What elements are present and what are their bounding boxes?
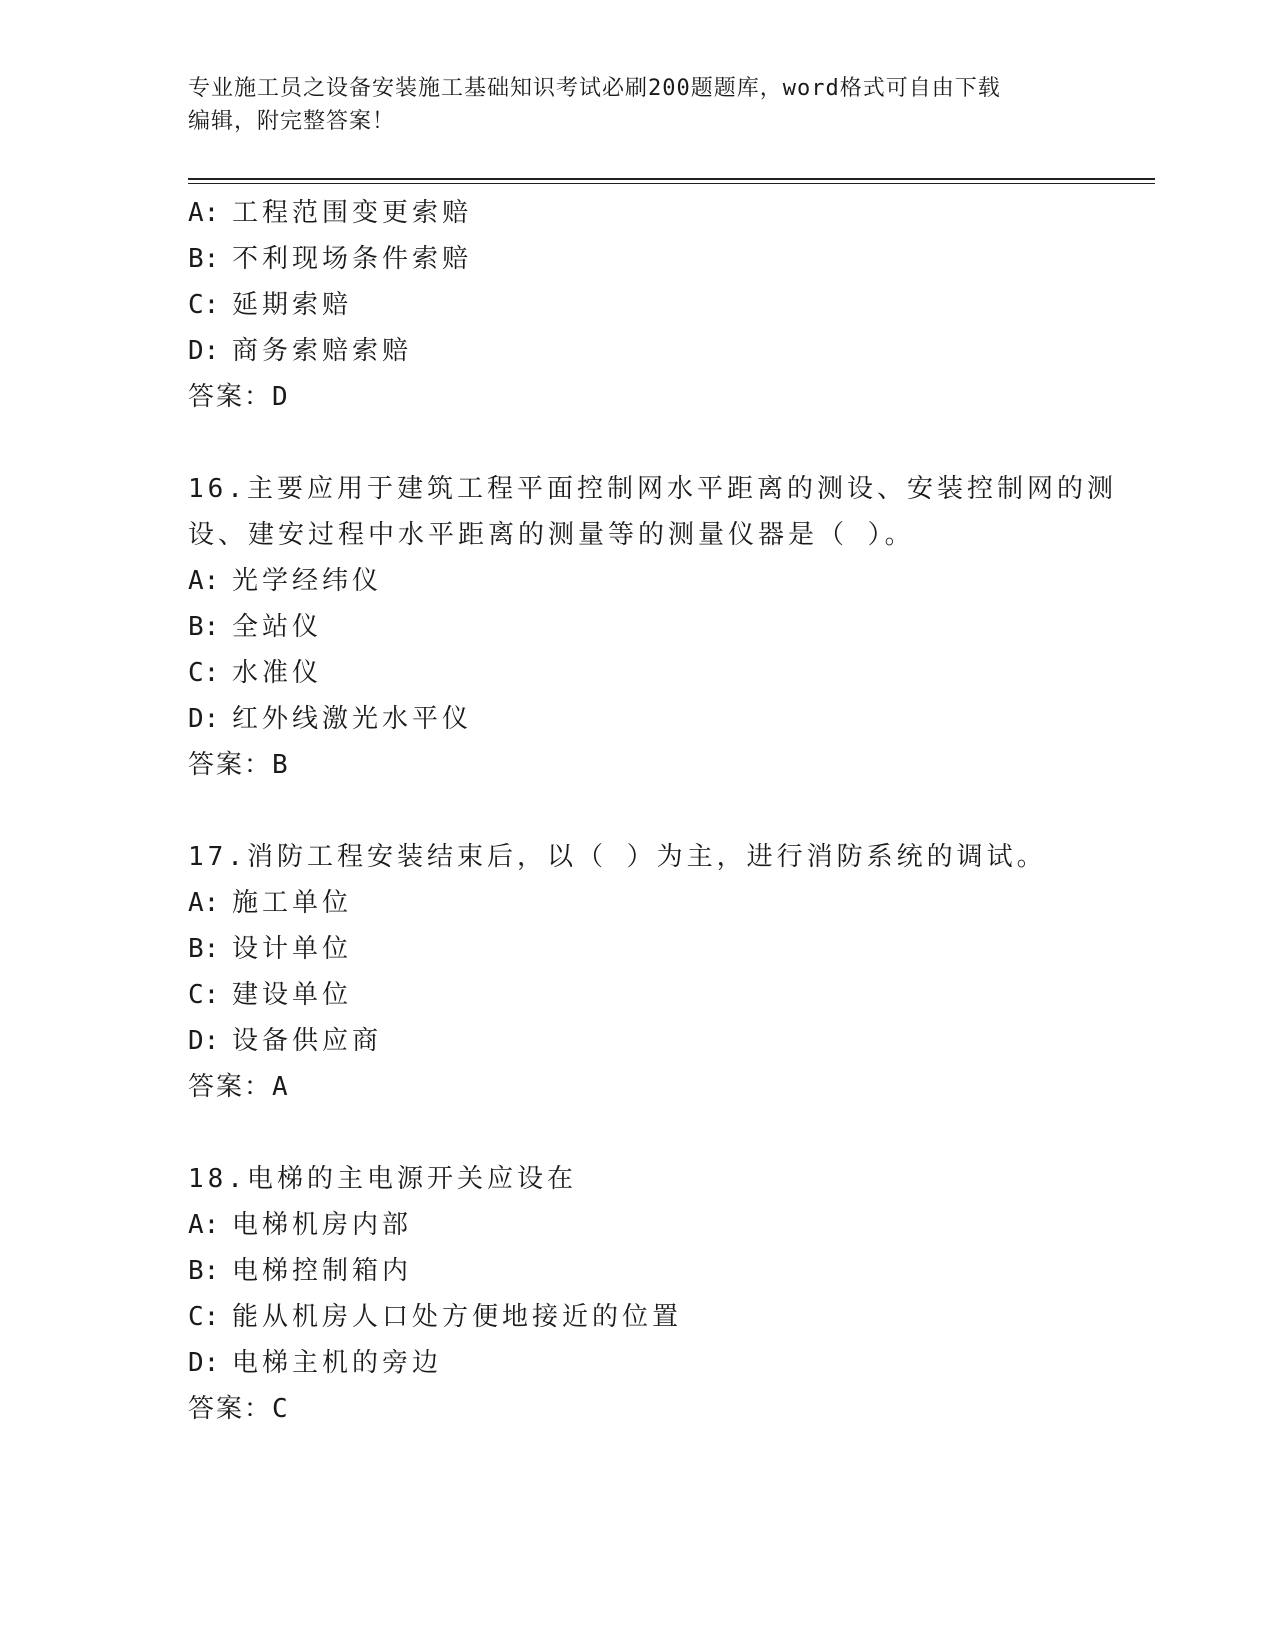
question-stem-line1: 17.消防工程安装结束后，以（ ）为主，进行消防系统的调试。 — [188, 842, 1047, 872]
option-b — [188, 1248, 1088, 1294]
option-d — [188, 696, 1088, 742]
spacer — [188, 1110, 1088, 1156]
question-stem-line1: 16.主要应用于建筑工程平面控制网水平距离的测设、安装控制网的测 — [188, 474, 1117, 504]
spacer — [188, 420, 1088, 466]
option-text: 光学经纬仪 — [232, 566, 383, 596]
question-17 — [188, 834, 1088, 1110]
option-key: B: — [188, 934, 220, 964]
option-text: 设备供应商 — [232, 1026, 383, 1056]
option-key: A: — [188, 566, 220, 596]
document-header — [188, 72, 1088, 138]
option-key: C: — [188, 980, 220, 1010]
option-d — [188, 1018, 1088, 1064]
option-key: A: — [188, 888, 220, 918]
option-key: D: — [188, 1348, 220, 1378]
answer-line: 答案：A — [188, 1072, 290, 1102]
option-a — [188, 1202, 1088, 1248]
option-key: D: — [188, 704, 220, 734]
option-b — [188, 236, 1088, 282]
question-15 — [188, 190, 1088, 420]
option-c — [188, 1294, 1088, 1340]
option-c — [188, 650, 1088, 696]
option-text: 设计单位 — [232, 934, 353, 964]
option-key: C: — [188, 290, 220, 320]
option-a — [188, 190, 1088, 236]
question-16 — [188, 466, 1117, 788]
option-text: 红外线激光水平仪 — [232, 704, 473, 734]
question-stem-line2: 设、建安过程中水平距离的测量等的测量仪器是（ ）。 — [188, 520, 915, 550]
option-key: A: — [188, 198, 220, 228]
option-text: 电梯控制箱内 — [232, 1256, 413, 1286]
option-b — [188, 604, 1088, 650]
header-title-line2: 编辑，附完整答案！ — [188, 109, 396, 134]
option-a — [188, 558, 1088, 604]
option-a — [188, 880, 1088, 926]
header-rule-thick — [188, 178, 1155, 180]
option-key: B: — [188, 244, 220, 274]
option-key: D: — [188, 336, 220, 366]
option-text: 水准仪 — [232, 658, 323, 688]
header-rule-thin — [188, 183, 1155, 184]
option-text: 工程范围变更索赔 — [232, 198, 473, 228]
question-18 — [188, 1156, 1088, 1432]
spacer — [188, 788, 1088, 834]
answer-line: 答案：D — [188, 382, 290, 412]
option-text: 建设单位 — [232, 980, 353, 1010]
option-text: 全站仪 — [232, 612, 323, 642]
option-key: D: — [188, 1026, 220, 1056]
option-text: 电梯主机的旁边 — [232, 1348, 443, 1378]
question-list — [188, 190, 1117, 1432]
option-key: C: — [188, 658, 220, 688]
answer-line: 答案：B — [188, 750, 290, 780]
option-text: 延期索赔 — [232, 290, 353, 320]
option-c — [188, 282, 1088, 328]
option-d — [188, 328, 1088, 374]
option-key: B: — [188, 612, 220, 642]
option-key: B: — [188, 1256, 220, 1286]
option-c — [188, 972, 1088, 1018]
option-text: 能从机房人口处方便地接近的位置 — [232, 1302, 683, 1332]
answer-line: 答案：C — [188, 1394, 290, 1424]
option-key: A: — [188, 1210, 220, 1240]
option-text: 施工单位 — [232, 888, 353, 918]
option-key: C: — [188, 1302, 220, 1332]
option-text: 电梯机房内部 — [232, 1210, 413, 1240]
option-b — [188, 926, 1088, 972]
header-title-line1: 专业施工员之设备安装施工基础知识考试必刷200题题库，word格式可自由下载 — [188, 76, 1001, 101]
option-text: 商务索赔索赔 — [232, 336, 413, 366]
option-d — [188, 1340, 1088, 1386]
option-text: 不利现场条件索赔 — [232, 244, 473, 274]
question-stem-line1: 18.电梯的主电源开关应设在 — [188, 1164, 577, 1194]
